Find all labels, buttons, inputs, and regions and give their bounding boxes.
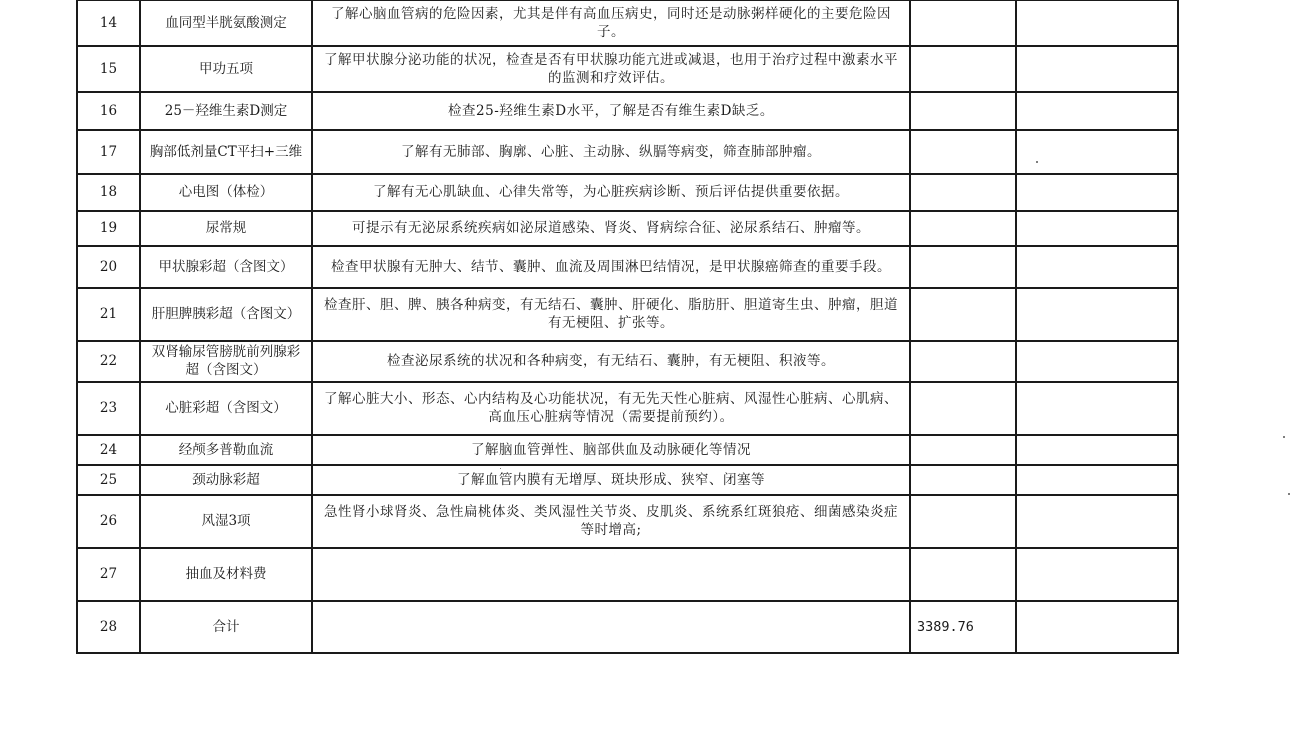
table-row xyxy=(77,174,1178,211)
scan-speck xyxy=(1283,436,1285,438)
row-number: 28 xyxy=(77,601,140,653)
table-row xyxy=(77,341,1178,382)
item-price xyxy=(910,246,1016,288)
item-price xyxy=(910,465,1016,495)
item-price xyxy=(910,435,1016,465)
row-number: 16 xyxy=(77,92,140,130)
item-description: 急性肾小球肾炎、急性扁桃体炎、类风湿性关节炎、皮肌炎、系统系红斑狼疮、细菌感染炎症等时增高; xyxy=(312,495,910,548)
table-row xyxy=(77,382,1178,435)
item-description: 检查泌尿系统的状况和各种病变，有无结石、囊肿，有无梗阻、积液等。 xyxy=(312,341,910,382)
item-name: 肝胆脾胰彩超（含图文） xyxy=(140,288,312,341)
table-row xyxy=(77,46,1178,92)
table-row xyxy=(77,288,1178,341)
item-name: 颈动脉彩超 xyxy=(140,465,312,495)
item-description xyxy=(312,601,910,653)
item-note xyxy=(1016,465,1178,495)
row-number: 18 xyxy=(77,174,140,211)
item-description: 检查25-羟维生素D水平，了解是否有维生素D缺乏。 xyxy=(312,92,910,130)
row-number: 19 xyxy=(77,211,140,246)
table-row xyxy=(77,1,1178,46)
item-note xyxy=(1016,288,1178,341)
table-row xyxy=(77,548,1178,601)
item-description: 可提示有无泌尿系统疾病如泌尿道感染、肾炎、肾病综合征、泌尿系结石、肿瘤等。 xyxy=(312,211,910,246)
item-name: 25－羟维生素D测定 xyxy=(140,92,312,130)
item-name: 血同型半胱氨酸测定 xyxy=(140,1,312,46)
item-price xyxy=(910,382,1016,435)
item-note xyxy=(1016,601,1178,653)
item-price xyxy=(910,92,1016,130)
item-price xyxy=(910,130,1016,174)
item-name: 抽血及材料费 xyxy=(140,548,312,601)
table-row xyxy=(77,495,1178,548)
item-note xyxy=(1016,46,1178,92)
table-row xyxy=(77,211,1178,246)
item-note xyxy=(1016,1,1178,46)
item-name: 甲功五项 xyxy=(140,46,312,92)
item-note xyxy=(1016,382,1178,435)
row-number: 26 xyxy=(77,495,140,548)
item-price xyxy=(910,341,1016,382)
table-row-total xyxy=(77,601,1178,653)
item-note xyxy=(1016,435,1178,465)
item-description: 检查甲状腺有无肿大、结节、囊肿、血流及周围淋巴结情况，是甲状腺癌筛查的重要手段。 xyxy=(312,246,910,288)
item-note xyxy=(1016,211,1178,246)
item-name: 心电图（体检） xyxy=(140,174,312,211)
item-note xyxy=(1016,246,1178,288)
item-price xyxy=(910,211,1016,246)
item-description: 了解甲状腺分泌功能的状况，检查是否有甲状腺功能亢进或减退，也用于治疗过程中激素水平的监测和疗效评估。 xyxy=(312,46,910,92)
item-description: 检查肝、胆、脾、胰各种病变，有无结石、囊肿、肝硬化、脂肪肝、胆道寄生虫、肿瘤，胆道有无梗阻、扩张等。 xyxy=(312,288,910,341)
row-number: 25 xyxy=(77,465,140,495)
item-name: 尿常规 xyxy=(140,211,312,246)
table-row xyxy=(77,435,1178,465)
item-price xyxy=(910,495,1016,548)
row-number: 14 xyxy=(77,1,140,46)
table-row xyxy=(77,246,1178,288)
item-note xyxy=(1016,174,1178,211)
exam-items-table xyxy=(76,0,1179,654)
item-description: 了解脑血管弹性、脑部供血及动脉硬化等情况 xyxy=(312,435,910,465)
scan-speck xyxy=(1036,161,1038,163)
item-description xyxy=(312,548,910,601)
item-note xyxy=(1016,341,1178,382)
item-price xyxy=(910,548,1016,601)
table-row xyxy=(77,130,1178,174)
item-price xyxy=(910,288,1016,341)
item-name: 心脏彩超（含图文） xyxy=(140,382,312,435)
item-name: 甲状腺彩超（含图文） xyxy=(140,246,312,288)
item-name: 风湿3项 xyxy=(140,495,312,548)
row-number: 22 xyxy=(77,341,140,382)
item-description: 了解心脏大小、形态、心内结构及心功能状况，有无先天性心脏病、风湿性心脏病、心肌病、高血压心脏病等情况（需要提前预约）。 xyxy=(312,382,910,435)
item-price xyxy=(910,1,1016,46)
row-number: 20 xyxy=(77,246,140,288)
row-number: 15 xyxy=(77,46,140,92)
item-name: 胸部低剂量CT平扫+三维 xyxy=(140,130,312,174)
item-description: 了解有无肺部、胸廓、心脏、主动脉、纵膈等病变，筛查肺部肿瘤。 xyxy=(312,130,910,174)
item-name: 合计 xyxy=(140,601,312,653)
item-note xyxy=(1016,92,1178,130)
row-number: 27 xyxy=(77,548,140,601)
item-description: 了解有无心肌缺血、心律失常等，为心脏疾病诊断、预后评估提供重要依据。 xyxy=(312,174,910,211)
row-number: 17 xyxy=(77,130,140,174)
total-price: 3389.76 xyxy=(910,601,1016,653)
item-name: 经颅多普勒血流 xyxy=(140,435,312,465)
item-price xyxy=(910,46,1016,92)
row-number: 21 xyxy=(77,288,140,341)
item-name: 双肾输尿管膀胱前列腺彩超（含图文） xyxy=(140,341,312,382)
item-note xyxy=(1016,495,1178,548)
row-number: 24 xyxy=(77,435,140,465)
item-note xyxy=(1016,548,1178,601)
item-price xyxy=(910,174,1016,211)
item-description: 了解心脑血管病的危险因素，尤其是伴有高血压病史，同时还是动脉粥样硬化的主要危险因子。 xyxy=(312,1,910,46)
item-note xyxy=(1016,130,1178,174)
scan-speck xyxy=(500,468,501,469)
row-number: 23 xyxy=(77,382,140,435)
scan-speck xyxy=(1288,493,1290,495)
item-description: 了解血管内膜有无增厚、斑块形成、狭窄、闭塞等 xyxy=(312,465,910,495)
table-row xyxy=(77,92,1178,130)
table-row xyxy=(77,465,1178,495)
